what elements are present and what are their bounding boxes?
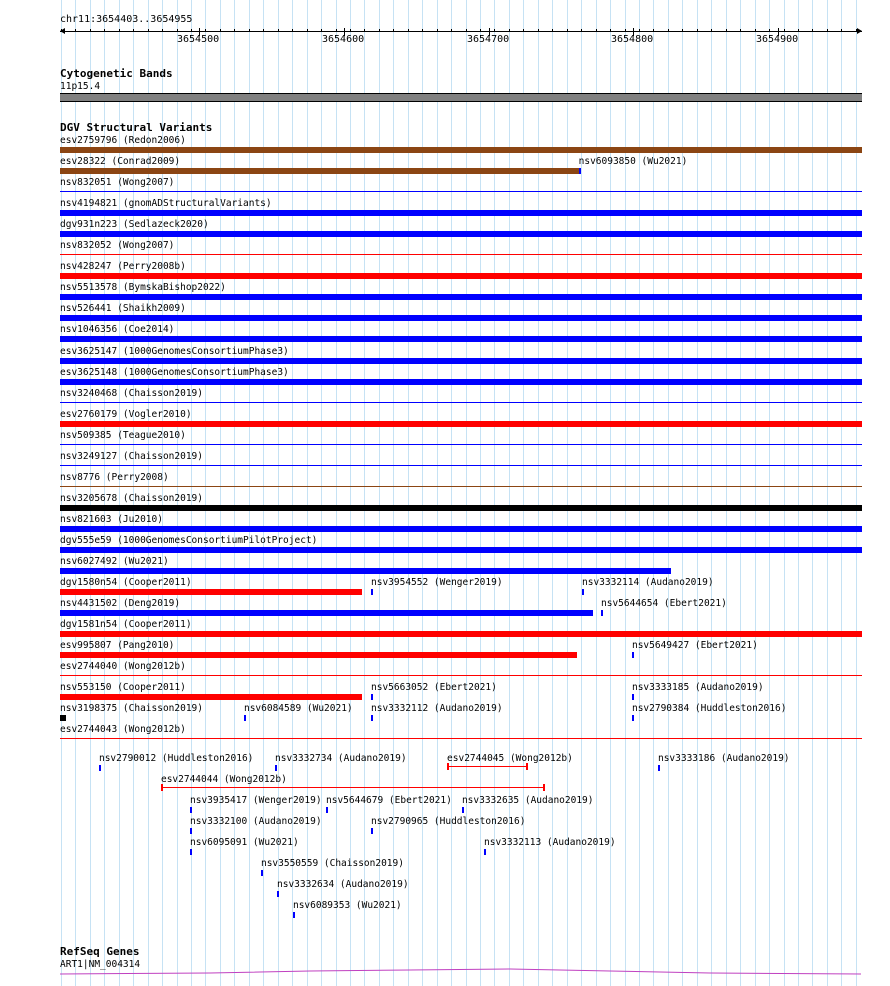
sv-label: nsv3332114 (Audano2019) [582,577,714,588]
sv-bar[interactable] [60,231,862,237]
sv-bar[interactable] [632,694,634,700]
sv-label: nsv3249127 (Chaisson2019) [60,451,203,462]
sv-label: esv2744045 (Wong2012b) [447,753,573,764]
ruler-minor-tick [697,29,698,32]
sv-bar[interactable] [60,694,362,700]
sv-label: esv2744040 (Wong2012b) [60,661,186,672]
sv-label: nsv2790965 (Huddleston2016) [371,816,526,827]
ruler-minor-tick [422,29,423,32]
sv-bar[interactable] [60,358,862,364]
sv-bar[interactable] [60,273,862,279]
sv-bar[interactable] [632,652,634,658]
ruler-minor-tick [523,29,524,32]
sv-label: nsv3332634 (Audano2019) [277,879,409,890]
sv-label: nsv4431502 (Deng2019) [60,598,181,609]
sv-label: nsv5644679 (Ebert2021) [326,795,452,806]
sv-bar[interactable] [277,891,279,897]
ruler-minor-tick [653,29,654,32]
sv-label: dgv1580n54 (Cooper2011) [60,577,192,588]
ruler-minor-tick [740,29,741,32]
sv-label: esv2744044 (Wong2012b) [160,774,287,785]
sv-label: nsv3332734 (Audano2019) [275,753,407,764]
sv-interval-cap [447,763,449,770]
sv-bar[interactable] [190,849,192,855]
ruler-minor-tick [668,29,669,32]
sv-label: nsv3240468 (Chaisson2019) [60,388,203,399]
sv-interval-line[interactable] [447,766,528,767]
ruler-minor-tick [466,29,467,32]
ruler-minor-tick [408,29,409,32]
sv-label: esv2760179 (Vogler2010) [60,409,192,420]
sv-bar[interactable] [190,807,192,813]
sv-label: dgv1581n54 (Cooper2011) [60,619,192,630]
ruler-minor-tick [393,29,394,32]
ruler-minor-tick [75,29,76,32]
ruler-minor-tick [133,29,134,32]
sv-label: nsv821603 (Ju2010) [60,514,163,525]
sv-label: esv3625147 (1000GenomesConsortiumPhase3) [60,346,289,357]
ruler-minor-tick [307,29,308,32]
ruler-minor-tick [639,29,640,32]
ruler-minor-tick [682,29,683,32]
sv-bar[interactable] [60,652,577,658]
sv-thin-line[interactable] [60,738,862,739]
sv-label: esv2759796 (Redon2006) [60,135,186,146]
sv-label: esv3625148 (1000GenomesConsortiumPhase3) [60,367,289,378]
ruler-right-arrow [857,28,862,34]
sv-label: nsv3550559 (Chaisson2019) [260,858,404,869]
sv-bar[interactable] [632,715,634,721]
sv-label: nsv6095091 (Wu2021) [190,837,299,848]
sv-label: nsv6089353 (Wu2021) [292,900,402,911]
sv-bar[interactable] [60,526,862,532]
refseq-track-title[interactable]: RefSeq Genes [60,945,140,958]
ruler-minor-tick [610,29,611,32]
ruler-minor-tick [755,29,756,32]
sv-label: esv2744043 (Wong2012b) [60,724,186,735]
sv-label: nsv509385 (Teague2010) [60,430,186,441]
ruler-minor-tick [162,29,163,32]
ruler-minor-tick [596,29,597,32]
ruler-minor-tick [552,29,553,32]
ruler-minor-tick [538,29,539,32]
ruler-axis-line [60,31,862,32]
cytoband-track-title[interactable]: Cytogenetic Bands [60,67,173,80]
sv-bar[interactable] [60,589,362,595]
sv-bar[interactable] [275,765,277,771]
sv-label: nsv3332113 (Audano2019) [484,837,616,848]
sv-bar[interactable] [60,505,862,511]
ruler-minor-tick [191,29,192,32]
ruler-minor-tick [119,29,120,32]
ruler-minor-tick [841,29,842,32]
ruler-minor-tick [104,29,105,32]
ruler-minor-tick [567,29,568,32]
sv-label: nsv3205678 (Chaisson2019) [60,493,203,504]
sv-label: nsv4194821 (gnomADStructuralVariants) [60,198,272,209]
ruler-minor-tick [581,29,582,32]
sv-interval-cap [161,784,163,791]
ruler-minor-tick [249,29,250,32]
sv-label: dgv555e59 (1000GenomesConsortiumPilotProject) [60,535,318,546]
sv-label: nsv832051 (Wong2007) [60,177,175,188]
sv-label: nsv6027492 (Wu2021) [60,556,169,567]
sv-bar[interactable] [462,807,464,813]
ruler-minor-tick [234,29,235,32]
sv-thin-line[interactable] [60,465,862,466]
sv-label: nsv3954552 (Wenger2019) [371,577,503,588]
ruler-minor-tick [177,29,178,32]
sv-label: nsv3333185 (Audano2019) [631,682,764,693]
ruler-minor-tick [711,29,712,32]
cytoband-label: 11p15.4 [60,81,101,92]
ruler-minor-tick [812,29,813,32]
sv-label: esv28322 (Conrad2009) [60,156,181,167]
sv-bar[interactable] [190,828,192,834]
ruler-tick-label: 3654900 [756,34,799,45]
sv-bar[interactable] [582,589,584,595]
sv-label: nsv5663052 (Ebert2021) [371,682,497,693]
gene-model-art1[interactable] [60,966,862,978]
ruler-minor-tick [336,29,337,32]
sv-bar[interactable] [60,568,671,574]
ruler-minor-tick [769,29,770,32]
sv-bar[interactable] [60,547,862,553]
ruler-minor-tick [726,29,727,32]
sv-label: nsv8776 (Perry2008) [60,472,169,483]
sv-label: nsv832052 (Wong2007) [60,240,175,251]
sv-interval-line[interactable] [161,787,545,788]
sv-bar[interactable] [261,870,263,876]
sv-label: nsv6084589 (Wu2021) [243,703,353,714]
sv-bar[interactable] [60,421,862,427]
ruler-minor-tick [856,29,857,32]
sv-bar[interactable] [60,379,862,385]
sv-bar[interactable] [371,715,373,721]
sv-bar[interactable] [60,210,862,216]
sv-label: dgv931n223 (Sedlazeck2020) [60,219,209,230]
sv-bar[interactable] [60,715,66,721]
sv-bar[interactable] [60,294,862,300]
sv-bar[interactable] [371,828,373,834]
sv-bar[interactable] [326,807,328,813]
ruler-minor-tick [292,29,293,32]
dgv-track-title[interactable]: DGV Structural Variants [60,121,213,134]
ruler-minor-tick [798,29,799,32]
ruler-minor-tick [278,29,279,32]
sv-label: nsv3332112 (Audano2019) [371,703,503,714]
location-label: chr11:3654403..3654955 [60,14,193,25]
sv-label: nsv553150 (Cooper2011) [60,682,186,693]
ruler-minor-tick [480,29,481,32]
ruler-minor-tick [451,29,452,32]
ruler-tick-label: 3654800 [611,34,654,45]
ruler-minor-tick [61,29,62,32]
ruler-minor-tick [494,29,495,32]
sv-bar[interactable] [579,168,581,174]
sv-bar[interactable] [60,336,862,342]
ruler-minor-tick [827,29,828,32]
sv-label: nsv3198375 (Chaisson2019) [60,703,203,714]
sv-interval-cap [543,784,545,791]
sv-bar[interactable] [60,147,862,153]
sv-bar[interactable] [371,589,373,595]
sv-label: nsv3332635 (Audano2019) [461,795,594,806]
sv-bar[interactable] [60,168,579,174]
sv-label: nsv3332100 (Audano2019) [190,816,322,827]
sv-thin-line[interactable] [60,444,862,445]
ruler-minor-tick [784,29,785,32]
ruler-minor-tick [350,29,351,32]
sv-bar[interactable] [293,912,295,918]
ruler-minor-tick [509,29,510,32]
sv-bar[interactable] [244,715,246,721]
sv-thin-line[interactable] [60,486,862,487]
sv-bar[interactable] [658,765,660,771]
sv-bar[interactable] [99,765,101,771]
ruler-minor-tick [148,29,149,32]
sv-bar[interactable] [60,610,593,616]
gene-label: ART1|NM_004314 [60,959,141,970]
sv-thin-line[interactable] [60,402,862,403]
ruler-minor-tick [625,29,626,32]
sv-label: nsv428247 (Perry2008b) [60,261,186,272]
sv-thin-line[interactable] [60,191,862,192]
sv-bar[interactable] [371,694,373,700]
ruler-tick-label: 3654700 [467,34,510,45]
sv-label: nsv2790384 (Huddleston2016) [631,703,787,714]
sv-label: nsv3333186 (Audano2019) [657,753,790,764]
sv-bar[interactable] [60,631,862,637]
sv-bar[interactable] [601,610,603,616]
ruler-minor-tick [321,29,322,32]
cytoband-bar[interactable] [60,93,862,102]
ruler-minor-tick [90,29,91,32]
sv-thin-line[interactable] [60,254,862,255]
sv-bar[interactable] [484,849,486,855]
sv-thin-line[interactable] [60,675,862,676]
sv-label: nsv2790012 (Huddleston2016) [98,753,254,764]
sv-label: nsv5513578 (BymskaBishop2022) [60,282,226,293]
sv-label: nsv1046356 (Coe2014) [60,324,175,335]
sv-bar[interactable] [60,315,862,321]
ruler-minor-tick [364,29,365,32]
ruler-minor-tick [205,29,206,32]
ruler-minor-tick [437,29,438,32]
ruler-minor-tick [263,29,264,32]
sv-label: nsv5649427 (Ebert2021) [631,640,758,651]
ruler-tick-label: 3654500 [177,34,220,45]
ruler-tick-label: 3654600 [322,34,365,45]
sv-label: nsv526441 (Shaikh2009) [60,303,186,314]
sv-label: nsv6093850 (Wu2021) [578,156,688,167]
ruler-minor-tick [220,29,221,32]
sv-label: nsv5644654 (Ebert2021) [601,598,727,609]
sv-interval-cap [526,763,528,770]
sv-label: esv995807 (Pang2010) [60,640,175,651]
sv-label: nsv3935417 (Wenger2019) [190,795,322,806]
ruler-minor-tick [379,29,380,32]
